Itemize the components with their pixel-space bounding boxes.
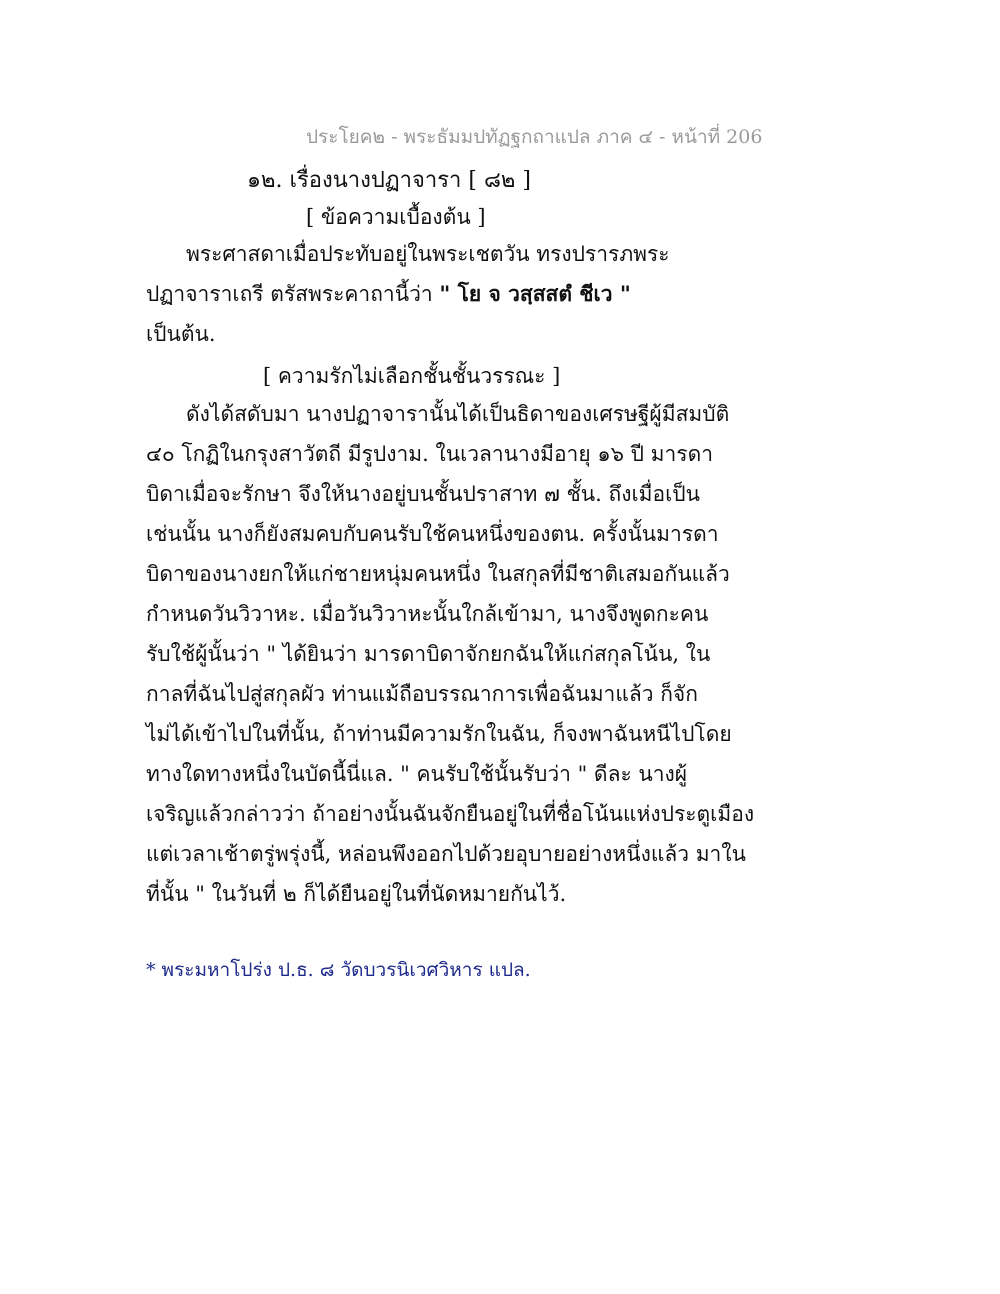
paragraph-line: กำหนดวันวิวาหะ. เมื่อวันวิวาหะนั้นใกล้เข้ามา, นางจึงพูดกะคน bbox=[146, 602, 709, 626]
paragraph-line: ทางใดทางหนึ่งในบัดนี้นี่แล. " คนรับใช้นั้นรับว่า " ดีละ นางผู้ bbox=[146, 762, 688, 786]
paragraph-intro bbox=[146, 234, 706, 354]
paragraph-line: เจริญแล้วกล่าวว่า ถ้าอย่างนั้นฉันจักยืนอยู่ในที่ชื่อโน้นแห่งประตูเมือง bbox=[146, 802, 755, 826]
paragraph-line: ไม่ได้เข้าไปในที่นั้น, ถ้าท่านมีความรักในฉัน, ก็จงพาฉันหนีไปโดย bbox=[146, 722, 732, 746]
paragraph-line: บิดาของนางยกให้แก่ชายหนุ่มคนหนึ่ง ในสกุลที่มีชาติเสมอกันแล้ว bbox=[146, 562, 730, 586]
paragraph-line bbox=[146, 274, 706, 314]
paragraph-line: รับใช้ผู้นั้นว่า " ได้ยินว่า มารดาบิดาจักยกฉันให้แก่สกุลโน้น, ใน bbox=[146, 642, 711, 666]
section-heading-opening: [ ข้อความเบื้องต้น ] bbox=[306, 205, 486, 229]
paragraph-line: ที่นั้น " ในวันที่ ๒ ก็ได้ยืนอยู่ในที่นัดหมายกันไว้. bbox=[146, 882, 567, 906]
story-title: ๑๒. เรื่องนางปฏาจารา [ ๘๒ ] bbox=[247, 168, 532, 193]
paragraph-line: ดังได้สดับมา นางปฏาจารานั้นได้เป็นธิดาของเศรษฐีผู้มีสมบัติ bbox=[186, 402, 730, 426]
paragraph-line: เป็นต้น. bbox=[146, 322, 216, 346]
footnote: * พระมหาโปร่ง ป.ธ. ๘ วัดบวรนิเวศวิหาร แปล. bbox=[146, 959, 531, 981]
paragraph-line: เช่นนั้น นางก็ยังสมคบกับคนรับใช้คนหนึ่งของตน. ครั้งนั้นมารดา bbox=[146, 522, 719, 546]
paragraph-line: ๔๐ โกฏิในกรุงสาวัตถี มีรูปงาม. ในเวลานางมีอายุ ๑๖ ปี มารดา bbox=[146, 442, 714, 466]
paragraph-line: พระศาสดาเมื่อประทับอยู่ในพระเชตวัน ทรงปรารภพระ bbox=[186, 242, 670, 266]
page-header: ประโยค๒ - พระธัมมปทัฏฐกถาแปล ภาค ๔ - หน้าที่ 206 bbox=[306, 126, 763, 148]
paragraph-story bbox=[146, 394, 755, 914]
section-heading-love: [ ความรักไม่เลือกชั้นชั้นวรรณะ ] bbox=[263, 364, 561, 388]
paragraph-line: บิดาเมื่อจะรักษา จึงให้นางอยู่บนชั้นปราสาท ๗ ชั้น. ถึงเมื่อเป็น bbox=[146, 482, 700, 506]
paragraph-line: แต่เวลาเช้าตรู่พรุ่งนี้, หล่อนพึงออกไปด้วยอุบายอย่างหนึ่งแล้ว มาใน bbox=[146, 842, 746, 866]
paragraph-line-text: ปฏาจาราเถรี ตรัสพระคาถานี้ว่า bbox=[146, 282, 440, 306]
paragraph-line: กาลที่ฉันไปสู่สกุลผัว ท่านแม้ถือบรรณาการเพื่อฉันมาแล้ว ก็จัก bbox=[146, 682, 698, 706]
verse-quote: " โย จ วสฺสสตํ ชีเว " bbox=[439, 281, 631, 306]
